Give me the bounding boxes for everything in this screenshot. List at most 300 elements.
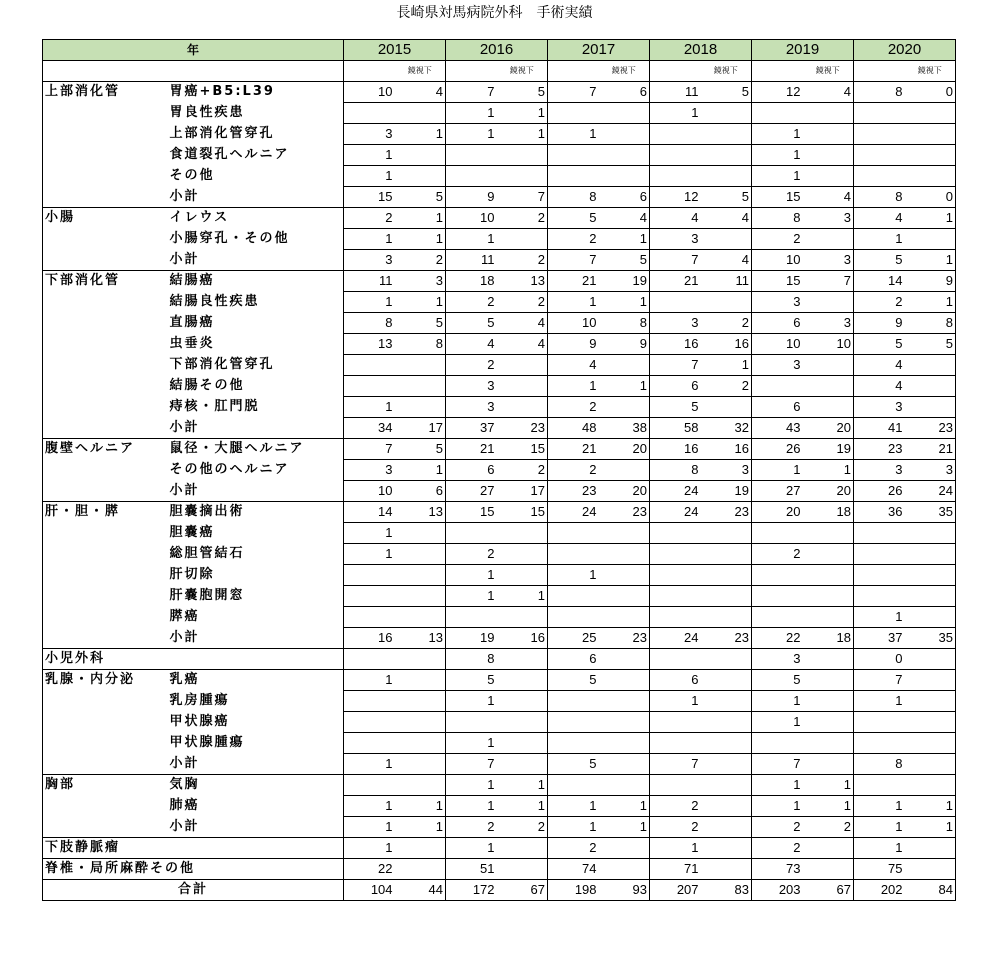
total-count-cell: 1 <box>752 460 803 481</box>
laparoscopic-count-cell <box>599 838 650 859</box>
grand-total-laparoscopic-cell: 67 <box>497 880 548 901</box>
laparoscopic-count-cell: 17 <box>497 481 548 502</box>
total-count-cell: 23 <box>548 481 599 502</box>
laparoscopic-count-cell <box>497 733 548 754</box>
laparoscopic-count-cell <box>803 166 854 187</box>
table-row <box>43 145 956 166</box>
total-count-cell: 11 <box>650 82 701 103</box>
laparoscopic-count-cell: 4 <box>497 313 548 334</box>
total-count-cell: 3 <box>752 649 803 670</box>
subtotal-label: 小計 <box>168 418 344 439</box>
laparoscopic-count-cell: 3 <box>395 271 446 292</box>
total-count-cell: 1 <box>854 229 905 250</box>
laparoscopic-count-cell <box>701 166 752 187</box>
category-label <box>43 691 168 712</box>
category-label <box>43 628 168 649</box>
category-label <box>43 565 168 586</box>
table-row <box>43 628 956 649</box>
total-count-cell: 11 <box>446 250 497 271</box>
subtotal-label: 小計 <box>168 628 344 649</box>
total-count-cell: 37 <box>446 418 497 439</box>
total-count-cell: 37 <box>854 628 905 649</box>
total-count-cell: 1 <box>344 523 395 544</box>
laparoscopic-count-cell <box>395 397 446 418</box>
total-count-cell: 1 <box>548 796 599 817</box>
category-label <box>43 187 168 208</box>
item-label: 食道裂孔ヘルニア <box>169 147 290 162</box>
total-count-cell <box>548 691 599 712</box>
total-count-cell: 5 <box>548 670 599 691</box>
laparoscopic-count-cell: 8 <box>599 313 650 334</box>
laparoscopic-count-cell <box>395 670 446 691</box>
laparoscopic-count-cell <box>599 166 650 187</box>
total-count-cell: 74 <box>548 859 599 880</box>
total-count-cell: 10 <box>344 82 395 103</box>
laparoscopic-count-cell <box>701 565 752 586</box>
laparoscopic-count-cell: 20 <box>803 418 854 439</box>
total-count-cell: 3 <box>344 250 395 271</box>
laparoscopic-count-cell: 7 <box>803 271 854 292</box>
total-count-cell <box>650 607 701 628</box>
total-count-cell: 2 <box>548 229 599 250</box>
total-count-cell: 15 <box>752 271 803 292</box>
laparoscopic-count-cell <box>701 607 752 628</box>
table-row <box>43 481 956 502</box>
category-label <box>43 586 168 607</box>
laparoscopic-count-cell <box>803 292 854 313</box>
laparoscopic-count-cell: 35 <box>905 502 956 523</box>
laparoscopic-count-cell: 13 <box>395 502 446 523</box>
laparoscopic-count-cell <box>395 376 446 397</box>
laparoscopic-count-cell: 18 <box>803 502 854 523</box>
total-count-cell <box>752 523 803 544</box>
subheader-total-cell <box>344 61 395 82</box>
laparoscopic-count-cell <box>599 607 650 628</box>
total-count-cell <box>650 166 701 187</box>
laparoscopic-count-cell: 1 <box>395 208 446 229</box>
category-label <box>43 334 168 355</box>
laparoscopic-count-cell <box>905 649 956 670</box>
laparoscopic-count-cell: 17 <box>395 418 446 439</box>
item-label: 結腸癌 <box>169 273 215 289</box>
header-row <box>43 40 956 61</box>
total-count-cell <box>548 607 599 628</box>
laparoscopic-count-cell: 1 <box>395 817 446 838</box>
laparoscopic-count-cell: 6 <box>395 481 446 502</box>
total-count-cell <box>446 712 497 733</box>
total-count-cell <box>650 586 701 607</box>
laparoscopic-count-cell <box>701 124 752 145</box>
laparoscopic-count-cell <box>905 754 956 775</box>
total-count-cell: 7 <box>344 439 395 460</box>
table-row <box>43 208 956 229</box>
laparoscopic-count-cell <box>905 670 956 691</box>
total-count-cell: 7 <box>548 82 599 103</box>
laparoscopic-count-cell: 1 <box>497 124 548 145</box>
laparoscopic-count-cell: 2 <box>497 292 548 313</box>
total-count-cell: 4 <box>854 355 905 376</box>
total-count-cell: 58 <box>650 418 701 439</box>
laparoscopic-count-cell: 1 <box>905 796 956 817</box>
subheader-laparoscopic-label: 鏡視下 <box>497 61 548 82</box>
total-count-cell: 3 <box>752 355 803 376</box>
total-count-cell <box>548 733 599 754</box>
laparoscopic-count-cell <box>905 712 956 733</box>
laparoscopic-count-cell: 3 <box>803 313 854 334</box>
laparoscopic-count-cell: 24 <box>905 481 956 502</box>
total-count-cell: 3 <box>854 397 905 418</box>
total-count-cell <box>344 565 395 586</box>
laparoscopic-count-cell <box>497 229 548 250</box>
total-count-cell <box>650 292 701 313</box>
table-row <box>43 565 956 586</box>
subheader-total-cell <box>854 61 905 82</box>
total-count-cell: 51 <box>446 859 497 880</box>
total-count-cell: 7 <box>752 754 803 775</box>
total-count-cell <box>854 544 905 565</box>
total-count-cell: 75 <box>854 859 905 880</box>
total-count-cell: 1 <box>548 817 599 838</box>
table-row <box>43 376 956 397</box>
total-count-cell <box>854 712 905 733</box>
laparoscopic-count-cell: 1 <box>803 460 854 481</box>
laparoscopic-count-cell <box>905 565 956 586</box>
total-count-cell: 3 <box>854 460 905 481</box>
laparoscopic-count-cell: 1 <box>395 229 446 250</box>
total-count-cell: 1 <box>752 691 803 712</box>
laparoscopic-count-cell: 16 <box>701 439 752 460</box>
laparoscopic-count-cell <box>701 670 752 691</box>
total-count-cell: 24 <box>650 481 701 502</box>
total-count-cell: 1 <box>344 544 395 565</box>
laparoscopic-count-cell <box>395 586 446 607</box>
laparoscopic-count-cell: 1 <box>497 586 548 607</box>
item-label: 乳癌 <box>169 672 200 688</box>
laparoscopic-count-cell <box>905 523 956 544</box>
item-label: 虫垂炎 <box>169 336 215 351</box>
laparoscopic-count-cell <box>803 565 854 586</box>
laparoscopic-count-cell <box>803 103 854 124</box>
grand-total-cell: 172 <box>446 880 497 901</box>
laparoscopic-count-cell <box>803 229 854 250</box>
laparoscopic-count-cell: 1 <box>803 796 854 817</box>
laparoscopic-count-cell: 4 <box>599 208 650 229</box>
total-count-cell: 10 <box>752 334 803 355</box>
total-count-cell <box>650 775 701 796</box>
laparoscopic-count-cell: 6 <box>599 82 650 103</box>
category-label <box>43 292 168 313</box>
total-count-cell <box>854 586 905 607</box>
total-count-cell: 16 <box>650 439 701 460</box>
table-row <box>43 313 956 334</box>
subtotal-label: 小計 <box>168 754 344 775</box>
category-label <box>43 250 168 271</box>
laparoscopic-count-cell <box>599 586 650 607</box>
year-header: 2019 <box>752 40 854 61</box>
item-label: 直腸癌 <box>169 315 215 330</box>
total-count-cell: 6 <box>548 649 599 670</box>
laparoscopic-count-cell <box>497 355 548 376</box>
total-count-cell: 12 <box>650 187 701 208</box>
laparoscopic-count-cell: 32 <box>701 418 752 439</box>
laparoscopic-count-cell: 3 <box>701 460 752 481</box>
total-count-cell: 5 <box>548 754 599 775</box>
table-row <box>43 418 956 439</box>
total-count-cell: 5 <box>446 670 497 691</box>
grand-total-laparoscopic-cell: 84 <box>905 880 956 901</box>
category-label <box>43 145 168 166</box>
total-count-cell: 8 <box>548 187 599 208</box>
total-count-cell <box>752 376 803 397</box>
laparoscopic-count-cell <box>905 775 956 796</box>
total-count-cell: 71 <box>650 859 701 880</box>
laparoscopic-count-cell <box>395 355 446 376</box>
laparoscopic-count-cell <box>599 565 650 586</box>
laparoscopic-count-cell <box>599 397 650 418</box>
laparoscopic-count-cell <box>905 544 956 565</box>
total-count-cell: 5 <box>548 208 599 229</box>
total-count-cell: 21 <box>548 271 599 292</box>
laparoscopic-count-cell <box>905 838 956 859</box>
total-count-cell: 1 <box>344 670 395 691</box>
item-label: 甲状腺腫瘍 <box>169 735 245 750</box>
laparoscopic-count-cell: 0 <box>905 187 956 208</box>
grand-total-laparoscopic-cell: 44 <box>395 880 446 901</box>
category-label <box>43 376 168 397</box>
year-header: 2017 <box>548 40 650 61</box>
laparoscopic-count-cell <box>701 712 752 733</box>
total-count-cell: 5 <box>650 397 701 418</box>
laparoscopic-count-cell <box>803 544 854 565</box>
total-count-cell: 13 <box>344 334 395 355</box>
total-count-cell: 2 <box>752 838 803 859</box>
laparoscopic-count-cell: 5 <box>701 187 752 208</box>
total-count-cell <box>854 523 905 544</box>
laparoscopic-count-cell <box>803 838 854 859</box>
table-row <box>43 586 956 607</box>
total-count-cell: 8 <box>446 649 497 670</box>
category-label: 下部消化管 <box>43 271 168 292</box>
total-count-cell <box>650 565 701 586</box>
total-count-cell <box>548 145 599 166</box>
total-count-cell <box>344 691 395 712</box>
laparoscopic-count-cell: 19 <box>599 271 650 292</box>
total-count-cell <box>344 607 395 628</box>
total-count-cell <box>344 355 395 376</box>
total-count-cell: 8 <box>854 82 905 103</box>
total-count-cell: 1 <box>650 103 701 124</box>
laparoscopic-count-cell <box>803 586 854 607</box>
item-label: 結腸良性疾患 <box>169 294 260 309</box>
table-row <box>43 859 956 880</box>
laparoscopic-count-cell <box>803 397 854 418</box>
total-count-cell: 1 <box>446 796 497 817</box>
total-count-cell <box>446 607 497 628</box>
total-count-cell: 1 <box>752 166 803 187</box>
category-label: 乳腺・内分泌 <box>43 670 168 691</box>
total-count-cell <box>548 166 599 187</box>
total-count-cell: 15 <box>446 502 497 523</box>
laparoscopic-count-cell: 2 <box>497 250 548 271</box>
total-count-cell: 2 <box>446 292 497 313</box>
item-label: 上部消化管穿孔 <box>169 126 275 141</box>
table-row <box>43 82 956 103</box>
total-count-cell: 1 <box>344 838 395 859</box>
laparoscopic-count-cell <box>497 649 548 670</box>
category-label <box>43 607 168 628</box>
laparoscopic-count-cell <box>701 733 752 754</box>
total-count-cell: 7 <box>650 355 701 376</box>
laparoscopic-count-cell <box>701 691 752 712</box>
total-count-cell: 6 <box>752 397 803 418</box>
laparoscopic-count-cell: 1 <box>599 796 650 817</box>
total-count-cell <box>344 733 395 754</box>
total-count-cell: 2 <box>548 460 599 481</box>
total-count-cell <box>548 523 599 544</box>
laparoscopic-count-cell <box>905 145 956 166</box>
category-label <box>43 544 168 565</box>
table-row <box>43 166 956 187</box>
total-count-cell: 1 <box>446 838 497 859</box>
total-count-cell: 1 <box>344 229 395 250</box>
total-count-cell: 5 <box>854 250 905 271</box>
laparoscopic-count-cell <box>905 166 956 187</box>
year-header-label: 年 <box>43 40 344 61</box>
laparoscopic-count-cell: 1 <box>905 292 956 313</box>
category-label <box>43 712 168 733</box>
total-count-cell: 2 <box>752 229 803 250</box>
total-count-cell: 10 <box>344 481 395 502</box>
table-row <box>43 775 956 796</box>
laparoscopic-count-cell <box>395 712 446 733</box>
total-count-cell: 9 <box>854 313 905 334</box>
total-count-cell: 1 <box>854 607 905 628</box>
total-count-cell: 1 <box>446 691 497 712</box>
laparoscopic-count-cell <box>905 607 956 628</box>
total-count-cell: 18 <box>446 271 497 292</box>
total-count-cell: 7 <box>650 754 701 775</box>
total-count-cell: 5 <box>752 670 803 691</box>
category-label <box>43 166 168 187</box>
laparoscopic-count-cell: 20 <box>599 439 650 460</box>
laparoscopic-count-cell: 16 <box>701 334 752 355</box>
total-count-cell: 1 <box>344 292 395 313</box>
total-count-cell: 3 <box>344 460 395 481</box>
total-count-cell: 3 <box>752 292 803 313</box>
laparoscopic-count-cell: 9 <box>599 334 650 355</box>
total-count-cell: 0 <box>854 649 905 670</box>
laparoscopic-count-cell <box>905 355 956 376</box>
item-label: その他のヘルニア <box>169 462 290 477</box>
laparoscopic-count-cell: 2 <box>701 313 752 334</box>
total-count-cell: 4 <box>446 334 497 355</box>
total-count-cell: 25 <box>548 628 599 649</box>
laparoscopic-count-cell <box>701 775 752 796</box>
laparoscopic-count-cell <box>599 670 650 691</box>
laparoscopic-count-cell <box>497 166 548 187</box>
table-row <box>43 397 956 418</box>
category-label: 胸部 <box>43 775 168 796</box>
laparoscopic-count-cell: 13 <box>395 628 446 649</box>
table-row <box>43 229 956 250</box>
total-count-cell: 7 <box>548 250 599 271</box>
laparoscopic-count-cell: 8 <box>905 313 956 334</box>
total-count-cell <box>854 733 905 754</box>
laparoscopic-count-cell: 21 <box>905 439 956 460</box>
category-label <box>43 460 168 481</box>
laparoscopic-count-cell <box>395 733 446 754</box>
laparoscopic-count-cell <box>395 544 446 565</box>
laparoscopic-count-cell <box>497 544 548 565</box>
total-count-cell: 1 <box>752 124 803 145</box>
total-count-cell <box>446 523 497 544</box>
total-count-cell: 1 <box>752 775 803 796</box>
laparoscopic-count-cell <box>497 754 548 775</box>
total-count-cell: 8 <box>854 187 905 208</box>
laparoscopic-count-cell: 15 <box>497 502 548 523</box>
total-count-cell: 16 <box>650 334 701 355</box>
laparoscopic-count-cell: 13 <box>497 271 548 292</box>
total-count-cell: 34 <box>344 418 395 439</box>
laparoscopic-count-cell: 1 <box>803 775 854 796</box>
total-count-cell: 21 <box>650 271 701 292</box>
laparoscopic-count-cell: 3 <box>803 250 854 271</box>
laparoscopic-count-cell: 11 <box>701 271 752 292</box>
category-label <box>43 523 168 544</box>
laparoscopic-count-cell <box>599 712 650 733</box>
laparoscopic-count-cell <box>701 838 752 859</box>
laparoscopic-count-cell: 38 <box>599 418 650 439</box>
laparoscopic-count-cell: 4 <box>701 250 752 271</box>
total-count-cell <box>548 544 599 565</box>
laparoscopic-count-cell <box>395 754 446 775</box>
laparoscopic-count-cell <box>497 523 548 544</box>
laparoscopic-count-cell <box>599 691 650 712</box>
laparoscopic-count-cell <box>905 733 956 754</box>
laparoscopic-count-cell: 0 <box>905 82 956 103</box>
total-count-cell <box>548 103 599 124</box>
laparoscopic-count-cell <box>701 145 752 166</box>
total-count-cell: 8 <box>854 754 905 775</box>
category-label <box>43 418 168 439</box>
laparoscopic-count-cell <box>701 229 752 250</box>
year-header: 2020 <box>854 40 956 61</box>
table-row <box>43 544 956 565</box>
item-label: 気胸 <box>169 777 200 793</box>
total-count-cell <box>752 733 803 754</box>
page-title: 長崎県対馬病院外科 手術実績 <box>396 5 593 21</box>
laparoscopic-count-cell: 16 <box>497 628 548 649</box>
laparoscopic-count-cell <box>803 691 854 712</box>
laparoscopic-count-cell: 1 <box>905 208 956 229</box>
grand-total-laparoscopic-cell: 83 <box>701 880 752 901</box>
total-count-cell: 23 <box>854 439 905 460</box>
laparoscopic-count-cell <box>803 712 854 733</box>
grand-total-cell: 202 <box>854 880 905 901</box>
total-count-cell: 26 <box>854 481 905 502</box>
category-label <box>43 355 168 376</box>
total-count-cell <box>854 103 905 124</box>
subheader-total-cell <box>548 61 599 82</box>
total-count-cell <box>650 649 701 670</box>
total-count-cell <box>854 775 905 796</box>
total-count-cell: 1 <box>752 145 803 166</box>
total-count-cell: 36 <box>854 502 905 523</box>
item-label: 肝切除 <box>169 567 215 582</box>
total-count-cell: 2 <box>650 817 701 838</box>
laparoscopic-count-cell <box>701 796 752 817</box>
total-count-cell <box>650 523 701 544</box>
